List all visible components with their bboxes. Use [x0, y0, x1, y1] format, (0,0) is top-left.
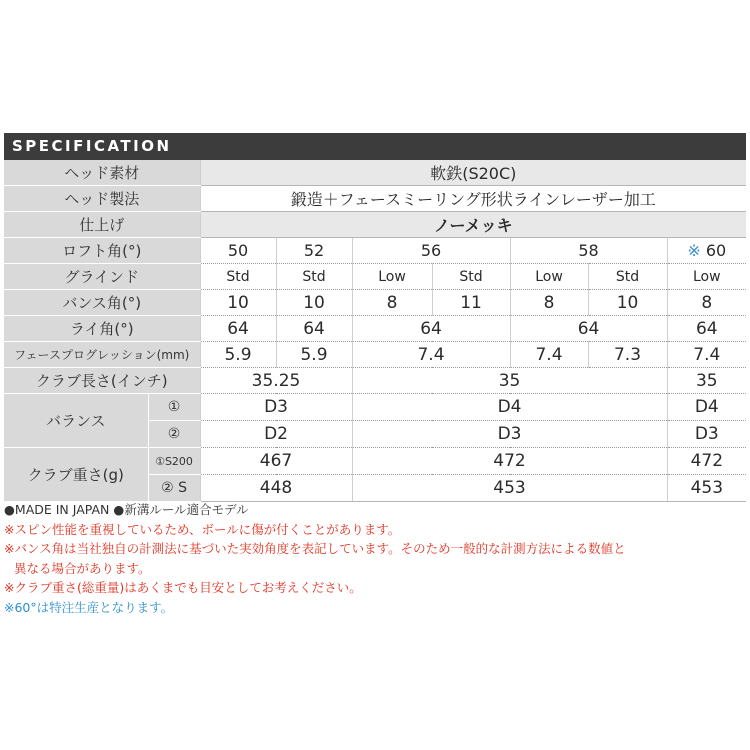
grind-value: Low	[510, 264, 588, 290]
loft-value-special	[667, 238, 746, 264]
balance-sub-1: ①	[148, 394, 200, 421]
balance-value: D4	[352, 394, 667, 421]
face-progression-value: 5.9	[276, 342, 352, 368]
bounce-value: 10	[276, 290, 352, 316]
grind-value: Std	[588, 264, 667, 290]
row-grind	[4, 264, 746, 290]
head-method-value: 鍛造＋フェースミーリング形状ラインレーザー加工	[200, 186, 746, 212]
lie-value: 64	[510, 316, 667, 342]
club-weight-value: 453	[667, 475, 746, 502]
loft-special-value: 60	[705, 241, 727, 260]
loft-value: 56	[352, 238, 510, 264]
face-progression-value: 7.4	[352, 342, 510, 368]
grind-value: Std	[432, 264, 510, 290]
grind-value: Std	[276, 264, 352, 290]
row-head-method	[4, 186, 746, 212]
grind-value: Std	[200, 264, 276, 290]
row-face-progression	[4, 342, 746, 368]
lie-value: 64	[352, 316, 510, 342]
club-weight-value: 448	[200, 475, 352, 502]
bounce-value: 8	[510, 290, 588, 316]
spec-table	[4, 160, 746, 502]
bounce-note-continued: 異なる場合があります。	[14, 560, 151, 576]
row-club-length	[4, 368, 746, 394]
bounce-note: ※バンス角は当社独自の計測法に基づいた実効角度を表記しています。そのため一般的な計測方法による数値と	[4, 541, 626, 557]
lie-value: 64	[667, 316, 746, 342]
face-progression-value: 7.4	[667, 342, 746, 368]
balance-label: バランス	[4, 394, 148, 448]
club-length-value: 35	[667, 368, 746, 394]
bounce-label: バンス角(°)	[4, 290, 200, 316]
grind-label: グラインド	[4, 264, 200, 290]
balance-value: D3	[352, 421, 667, 448]
row-head-material	[4, 160, 746, 186]
grind-value: Low	[352, 264, 432, 290]
row-loft	[4, 238, 746, 264]
notes-line-origin	[4, 500, 746, 520]
lie-value: 64	[276, 316, 352, 342]
club-weight-value: 472	[352, 448, 667, 475]
lie-label: ライ角(°)	[4, 316, 200, 342]
balance-value: D4	[667, 394, 746, 421]
notes	[4, 500, 746, 618]
loft-value: 52	[276, 238, 352, 264]
bounce-value: 11	[432, 290, 510, 316]
club-length-label: クラブ長さ(インチ)	[4, 368, 200, 394]
made-in-japan-note: ●MADE IN JAPAN	[4, 502, 110, 517]
balance-value: D3	[200, 394, 352, 421]
finish-label: 仕上げ	[4, 212, 200, 238]
club-weight-value: 467	[200, 448, 352, 475]
club-weight-label: クラブ重さ(g)	[4, 448, 148, 502]
row-lie	[4, 316, 746, 342]
spec-header: SPECIFICATION	[4, 133, 746, 160]
bounce-value: 8	[352, 290, 432, 316]
face-progression-value: 5.9	[200, 342, 276, 368]
spin-note: ※スピン性能を重視しているため、ボールに傷が付くことがあります。	[4, 521, 401, 537]
special-order-mark: ※	[687, 241, 701, 260]
groove-rule-note: ●新溝ルール適合モデル	[113, 502, 249, 517]
grind-value: Low	[667, 264, 746, 290]
head-material-label: ヘッド素材	[4, 160, 200, 186]
club-weight-value: 472	[667, 448, 746, 475]
loft-value: 58	[510, 238, 667, 264]
face-progression-label: フェースプログレッション(mm)	[4, 342, 200, 368]
bounce-value: 10	[200, 290, 276, 316]
balance-sub-2: ②	[148, 421, 200, 448]
balance-value: D2	[200, 421, 352, 448]
bounce-value: 8	[667, 290, 746, 316]
special-order-note: ※60°は特注生産となります。	[4, 599, 174, 615]
head-material-value: 軟鉄(S20C)	[200, 160, 746, 186]
loft-value: 50	[200, 238, 276, 264]
row-weight-1	[4, 448, 746, 475]
club-length-value: 35	[352, 368, 667, 394]
balance-value: D3	[667, 421, 746, 448]
club-weight-sub-2: ② S	[148, 475, 200, 502]
lie-value: 64	[200, 316, 276, 342]
club-weight-sub-1: ①S200	[148, 448, 200, 475]
head-method-label: ヘッド製法	[4, 186, 200, 212]
club-length-value: 35.25	[200, 368, 352, 394]
weight-note: ※クラブ重さ(総重量)はあくまでも目安としてお考えください。	[4, 580, 362, 596]
row-finish	[4, 212, 746, 238]
bounce-value: 10	[588, 290, 667, 316]
club-weight-value: 453	[352, 475, 667, 502]
face-progression-value: 7.3	[588, 342, 667, 368]
finish-value: ノーメッキ	[200, 212, 746, 238]
face-progression-value: 7.4	[510, 342, 588, 368]
row-bounce	[4, 290, 746, 316]
loft-label: ロフト角(°)	[4, 238, 200, 264]
row-balance-1	[4, 394, 746, 421]
